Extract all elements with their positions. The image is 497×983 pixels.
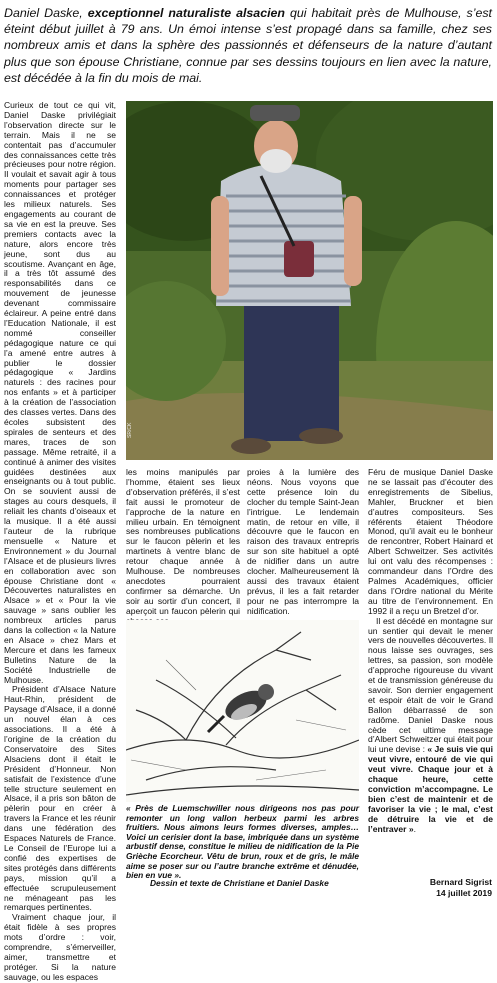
author-name: Bernard Sigrist — [429, 877, 492, 887]
bird-drawing — [126, 620, 359, 802]
lede-paragraph: Daniel Daske, exceptionnel naturaliste alsacien qui habitait près de Mulhouse, s’est éteint début juillet à 79 ans. Un émoi intense s’est propagé dans sa famille, chez ses nombreux amis et dans la sphère des passionnés et défenseurs de la nature d’autant plus que son épouse Christiane, connue par ses dessins toujours en lien avec la nature, est décédée à la fin du mois de mai. — [4, 6, 492, 85]
article-paragraph: Curieux de tout ce qui vit, Daniel Daske privilégiait l’observation directe sur le terrain. Mais il ne se contentait pas d’accumuler des connaissances cette très précieuses pour notre région. Il voulait et savait agir à tous moments pour partager ses connaissances et protéger les milieux naturels. Ses engagements au courant de sa vie en est la preuve. Ses premiers contacts avec la nature, alors encore très jeune, sont dus au scoutisme. Avançant en âge, il a très tôt assumé des responsabilités dans ce mouvement de jeunesse devenant commissaire éclaireur. A peine entré dans l’Education Nationale, il est nommé conseiller pédagogique nature ce qui l’a amené entre autres à publier le dossier pédagogique « Jardins naturels : des racines pour nos enfants » et à participer à la création de l’association des classes vertes. Dans des écoles subsistent des spirales de senteurs et des mares, traces de son passage. Même retraité, il a continué à animer des visites guidées destinées aux enseignants ou à tout public. On se souvient aussi de stages au cours desquels, il reliait les chants d’oiseaux et la musique. Il a été aussi l’auteur de la rubrique mensuelle « Nature et Environnement » du Journal l’Alsace et de plusieurs livres en collaboration avec son épouse Christiane dont « Découvertes naturalistes en Alsace » et « Pour la vie sauvage » sans oublier les nombreux articles parus dans la collection « la Nature en Alsace » chez Mars et Mercure et dans les fameux Bulletins Nature de la Société Industrielle de Mulhouse. — [4, 100, 116, 685]
article-paragraph: Il est décédé en montagne sur un sentier qui devait le mener vers de nouvelles découvertes. Il nous laisse ses ouvrages, ses lettres, sa passion, son modèle d’approche rigoureuse du vivant et de transmission généreuse du savoir. Son dernier engagement et espoir était de voir le Grand Ballon débarrassé de son radôme. Daniel Daske nous cède cet ultime message d’Albert Schweitzer qui était pour lui une devise : « Je suis vie qui veut vivre, entouré de vie qui veut vivre. Chaque jour et à chaque heure, cette conviction m’accompagne. Le bien c’est de maintenir et de favoriser la vie ; le mal, c’est de détruire la vie et de l’entraver ». — [368, 615, 494, 834]
drawing-caption: « Près de Luemschwiller nous dirigeons nos pas pour remonter un long vallon herbeux parmi les arbres fruitiers. Nous aimons leurs formes diverses, amples… Voici un cerisier dont la base, imbriquée dans un système arbustif dense, constitue le milieu de nidification de la Pie Grièche Ecorcheur. Vêtu de brun, roux et de gris, le mâle aime se poser sur ou l’autre branche extrême et dénudée, bien en vue ». — [126, 803, 359, 881]
article-paragraph: Féru de musique Daniel Daske ne se lassait pas d’écouter des enregistrements de Sibelius, Mahler, Bruckner et bien d’autres compositeurs. Ses référents étaient Théodore Monod, qu’il avait eu le bonheur de rencontrer, Robert Hainard et Albert Schweitzer. Ses activités lui ont valu des récompenses : commandeur dans l’Ordre des Palmes Académiques, officier dans l’Ordre national du Mérite au titre de l’environnement. En 1992 il a reçu un Bretzel d’or. — [368, 467, 493, 616]
article-column-4 — [368, 468, 493, 835]
article-paragraph: les moins manipulés par l’homme, étaient ses lieux d’observation préférés, il s’est fait aussi le promoteur de l’approche de la nature en milieu urbain. En témoignent ses nombreuses publications sur le faucon pèlerin et les martinets à ventre blanc de retour chaque année à Mulhouse. De nombreuses anecdotes pourraient confirmer sa démarche. Un soir au sortir d’un concert, il aperçoit un faucon pèlerin qui — [126, 467, 240, 616]
signature — [430, 877, 492, 899]
photo-credit: SR/CK — [127, 422, 133, 438]
caption-credit: Dessin et texte de Christiane et Daniel Daske — [150, 878, 329, 888]
article-column-1 — [4, 101, 116, 983]
article-paragraph: proies à la lumière des néons. Nous voyons que cette présence loin du clocher du temple Saint-Jean l’intrigue. Le lendemain matin, de retour en ville, il découvre que le faucon en raison des travaux entrepris sur son site habituel a opté de nidifier dans un autre clocher. Malheureusement là aussi des travaux étaient prévus, il les a fait retarder pour ne pas interrompre la nidification. — [247, 467, 359, 616]
article-column-2 — [126, 468, 240, 627]
portrait-photo — [126, 101, 493, 460]
article-date: 14 juillet 2019 — [436, 888, 492, 898]
article-paragraph: Président d’Alsace Nature Haut-Rhin, président de Paysage d’Alsace, il a donné un nouvel élan à ces associations. Il a été à l’origine de la création du Conservatoire des Sites Alsaciens dont il était le Président d’Honneur. Non satisfait de l’existence d’une telle structure seulement en Alsace, il a pris son bâton de pèlerin pour en créer à travers la France et les réunir dans une fédération des Espaces Naturels de France. Le Conseil de l’Europe lui a confié des expertises de sites protégés dans différents pays, mission qu’il a effectuée scrupuleusement ne ménageant pas les remarques pertinentes. — [4, 684, 116, 913]
shrike-illustration — [126, 620, 359, 802]
schweitzer-quote: « Je suis vie qui veut vivre, entouré de vie qui veut vivre. Chaque jour et à chaque heure, cette conviction m’accompagne. Le bien c’est de maintenir et de favoriser la vie ; le mal, c’est de détruire la vie et de l’entraver » — [368, 744, 494, 834]
headline-fragment — [0, 0, 497, 4]
portrait-photo-drawing — [126, 101, 493, 460]
article-paragraph: Vraiment chaque jour, il était fidèle à ses propres mots d’ordre : voir, comprendre, s’émerveiller, aimer, transmettre et protéger. Si la nature sauvage, ou les espaces — [4, 912, 116, 982]
article-column-3 — [247, 468, 359, 617]
